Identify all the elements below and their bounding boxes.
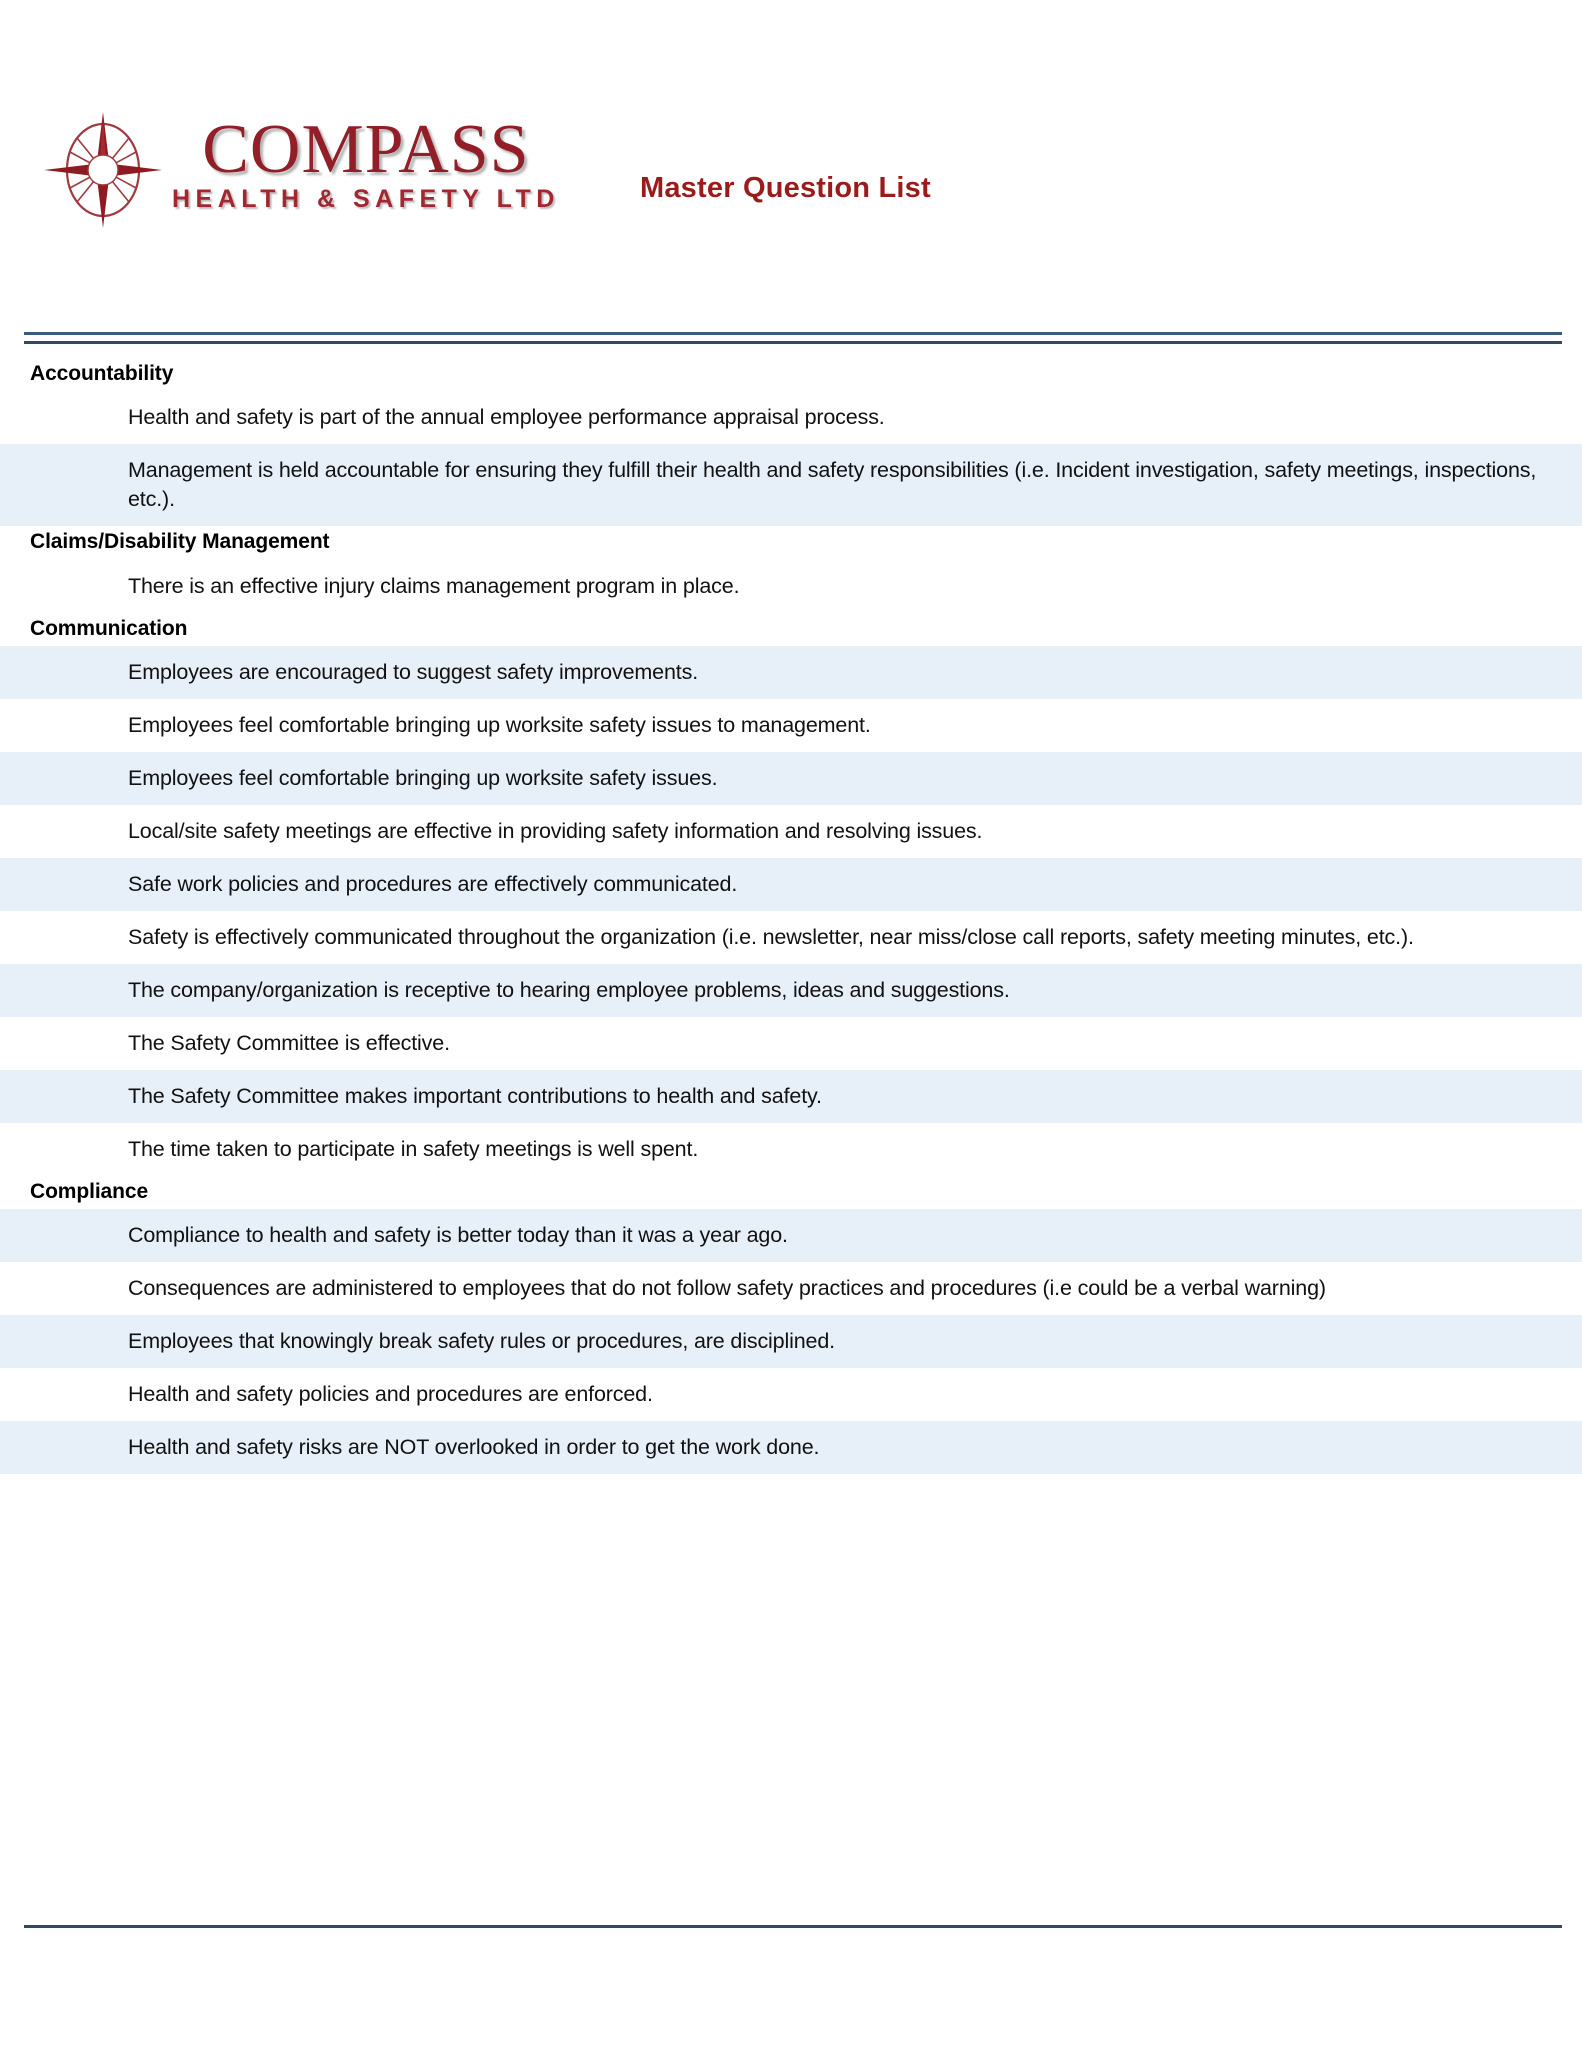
section-heading: Communication [30, 616, 188, 640]
brand-tagline: HEALTH & SAFETY LTD [172, 185, 560, 214]
question-row: Safety is effectively communicated throughout the organization (i.e. newsletter, near miss/close call reports, safety meeting minutes, etc.). [0, 911, 1582, 964]
question-row: Management is held accountable for ensuring they fulfill their health and safety responsibilities (i.e. Incident investigation, safety meetings, inspections, etc.). [0, 444, 1582, 526]
page-title: Master Question List [640, 172, 931, 204]
section-heading: Accountability [30, 362, 174, 385]
question-row: Safe work policies and procedures are effectively communicated. [0, 858, 1582, 911]
compass-rose-icon [42, 110, 164, 230]
question-row: The time taken to participate in safety meetings is well spent. [0, 1123, 1582, 1176]
footer-divider [24, 1925, 1562, 1928]
question-row: There is an effective injury claims management program in place. [0, 560, 1582, 613]
divider-line-upper [24, 332, 1562, 335]
question-row: Employees feel comfortable bringing up worksite safety issues to management. [0, 699, 1582, 752]
header-divider [24, 332, 1562, 344]
question-row: The company/organization is receptive to hearing employee problems, ideas and suggestions. [0, 964, 1582, 1017]
question-row: Employees that knowingly break safety rules or procedures, are disciplined. [0, 1315, 1582, 1368]
question-row: The Safety Committee is effective. [0, 1017, 1582, 1070]
company-logo [42, 110, 560, 230]
question-row: Local/site safety meetings are effective in providing safety information and resolving issues. [0, 805, 1582, 858]
divider-line-lower [24, 341, 1562, 344]
question-row: Consequences are administered to employees that do not follow safety practices and procedures (i.e could be a verbal warning) [0, 1262, 1582, 1315]
question-row: Employees are encouraged to suggest safety improvements. [0, 646, 1582, 699]
brand-name: COMPASS [202, 111, 530, 188]
document-header [0, 0, 1582, 318]
section-heading: Compliance [30, 1179, 149, 1203]
section-heading: Claims/Disability Management [30, 530, 330, 554]
question-row: Health and safety is part of the annual employee performance appraisal process. [0, 391, 1582, 444]
question-row: Compliance to health and safety is better today than it was a year ago. [0, 1209, 1582, 1262]
question-list [0, 358, 1582, 1474]
question-row: Health and safety risks are NOT overlooked in order to get the work done. [0, 1421, 1582, 1474]
brand-wordmark [172, 110, 560, 214]
question-row: Health and safety policies and procedures are enforced. [0, 1368, 1582, 1421]
question-row: The Safety Committee makes important contributions to health and safety. [0, 1070, 1582, 1123]
question-row: Employees feel comfortable bringing up worksite safety issues. [0, 752, 1582, 805]
